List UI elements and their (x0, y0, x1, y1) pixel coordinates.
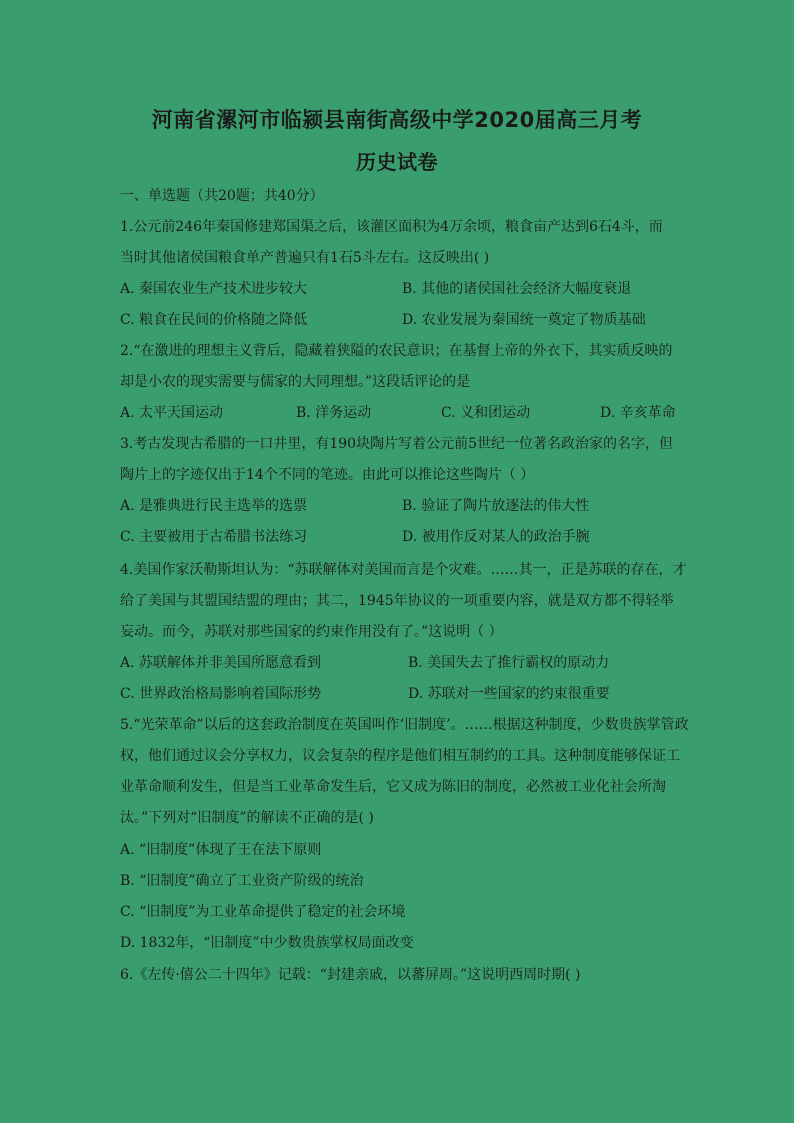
question-5-text-line-1: 5.“光荣革命”以后的这套政治制度在英国叫作‘旧制度’。……根据这种制度，少数贵族掌管政 (120, 717, 689, 733)
question-1-text-line-1: 1.公元前246年秦国修建郑国渠之后，该灌区面积为4万余顷，粮食亩产达到6石4斗，而 (120, 219, 663, 235)
question-1-option-b: B. 其他的诸侯国社会经济大幅度衰退 (402, 281, 632, 297)
question-3-text-line-1: 3.考古发现古希腊的一口井里，有190块陶片写着公元前5世纪一位著名政治家的名字，但 (120, 436, 673, 452)
question-2-option-c: C. 义和团运动 (441, 405, 531, 421)
question-3-option-d: D. 被用作反对某人的政治手腕 (402, 529, 590, 545)
section-heading: 一、单选题（共20题；共40分） (120, 188, 324, 204)
question-5-option-a: A. “旧制度”体现了王在法下原则 (120, 842, 322, 858)
question-4-text-line-3: 妄动。而今，苏联对那些国家的约束作用没有了。”这说明（ ） (120, 624, 503, 640)
question-5-text-line-3: 业革命顺利发生，但是当工业革命发生后，它又成为陈旧的制度，必然被工业化社会所淘 (120, 779, 666, 795)
question-2-text-line-2: 却是小农的现实需要与儒家的大同理想。”这段话评论的是 (120, 374, 471, 390)
question-4-text-line-1: 4.美国作家沃勒斯坦认为：“苏联解体对美国而言是个灾难。……其一，正是苏联的存在，才 (120, 562, 687, 578)
question-1-text-line-2: 当时其他诸侯国粮食单产普遍只有1石5斗左右。这反映出( ) (120, 250, 490, 266)
question-1-option-c: C. 粮食在民间的价格随之降低 (120, 312, 308, 328)
question-2-text-line-1: 2.“在激进的理想主义背后，隐藏着狭隘的农民意识；在基督上帝的外衣下，其实质反映的 (120, 343, 673, 359)
question-1-option-d: D. 农业发展为秦国统一奠定了物质基础 (402, 312, 646, 328)
question-5-option-b: B. “旧制度”确立了工业资产阶级的统治 (120, 873, 364, 889)
question-1-option-a: A. 秦国农业生产技术进步较大 (120, 281, 308, 297)
question-3-text-line-2: 陶片上的字迹仅出于14个不同的笔迹。由此可以推论这些陶片（ ） (120, 467, 535, 483)
question-4-option-c: C. 世界政治格局影响着国际形势 (120, 686, 322, 702)
question-2-option-d: D. 辛亥革命 (600, 405, 676, 421)
question-2-option-b: B. 洋务运动 (296, 405, 372, 421)
question-5-text-line-2: 权，他们通过议会分享权力，议会复杂的程序是他们相互制约的工具。这种制度能够保证工 (120, 748, 680, 764)
page-subtitle: 历史试卷 (356, 150, 438, 174)
question-3-option-a: A. 是雅典进行民主选举的选票 (120, 498, 308, 514)
question-5-option-d: D. 1832年，“旧制度”中少数贵族掌权局面改变 (120, 935, 414, 951)
question-6-text-line-1: 6.《左传·僖公二十四年》记载：“封建亲戚，以蕃屏周。”这说明西周时期( ) (120, 967, 581, 983)
question-2-option-a: A. 太平天国运动 (120, 405, 224, 421)
question-5-text-line-4: 汰。”下列对“旧制度”的解读不正确的是( ) (120, 810, 374, 826)
question-4-option-b: B. 美国失去了推行霸权的原动力 (408, 655, 610, 671)
question-4-option-d: D. 苏联对一些国家的约束很重要 (408, 686, 610, 702)
question-5-option-c: C. “旧制度”为工业革命提供了稳定的社会环境 (120, 904, 406, 920)
question-4-option-a: A. 苏联解体并非美国所愿意看到 (120, 655, 322, 671)
question-3-option-b: B. 验证了陶片放逐法的伟大性 (402, 498, 590, 514)
page-title: 河南省漯河市临颍县南街高级中学2020届高三月考 (151, 108, 643, 132)
question-4-text-line-2: 给了美国与其盟国结盟的理由；其二，1945年协议的一项重要内容，就是双方都不得轻举 (120, 593, 674, 609)
question-3-option-c: C. 主要被用于古希腊书法练习 (120, 529, 308, 545)
